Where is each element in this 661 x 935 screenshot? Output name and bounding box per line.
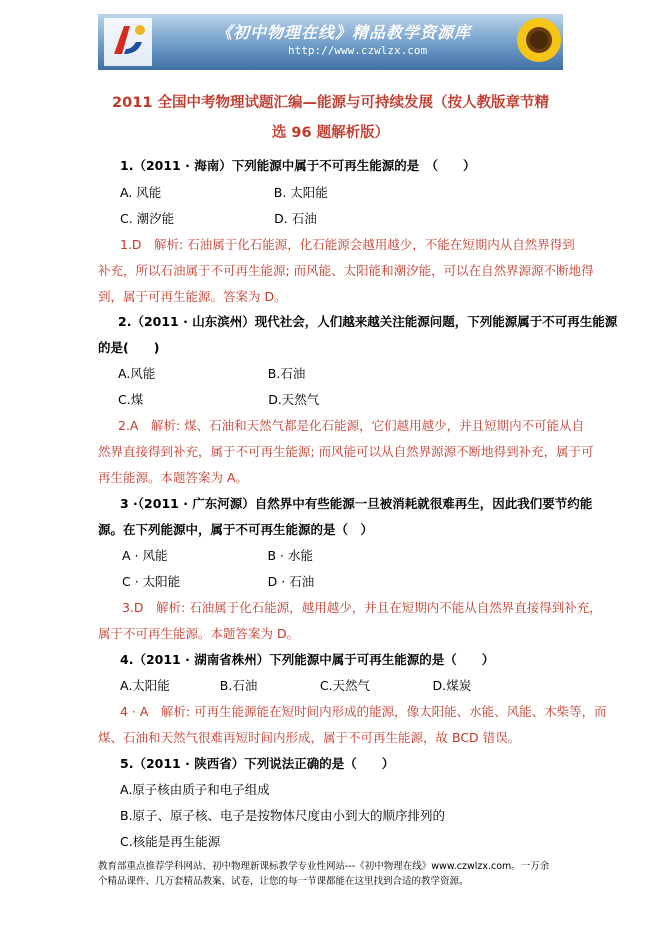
q4-answer: 4 · A 解析: 可再生能源能在短时间内形成的能源，像太阳能、水能、风能、木柴等，而: [120, 704, 607, 719]
banner-url: http://www.czwlzx.com: [288, 44, 428, 57]
q3-answer: 3.D 解析: 石油属于化石能源，越用越少，并且在短期内不能从自然界直接得到补充，: [122, 600, 602, 615]
footer-line-2: 个精品课件、几万套精品教案、试卷，让您的每一节课都能在这里找到合适的教学资源。: [98, 876, 469, 887]
q5-option-c: C.核能是再生能源: [120, 834, 221, 849]
q3-options-ab: A · 风能 B · 水能: [122, 548, 313, 563]
q3-options-cd: C · 太阳能 D · 石油: [122, 574, 315, 589]
question-2-cont: 的是( ): [98, 340, 160, 355]
q4-options: A.太阳能 B.石油 C.天然气 D.煤炭: [120, 678, 472, 693]
question-3-cont: 源。在下列能源中，属于不可再生能源的是（ ）: [98, 522, 374, 537]
q2-options-cd: C.煤 D.天然气: [118, 392, 320, 407]
question-1: 1.（2011 · 海南）下列能源中属于不可再生能源的是 （ ）: [120, 158, 476, 173]
q1-answer-cont-2: 到，属于可再生能源。答案为 D。: [98, 289, 287, 304]
question-2: 2.（2011 · 山东滨州）现代社会，人们越来越关注能源问题，下列能源属于不可再生能源: [118, 314, 618, 329]
question-4: 4.（2011 · 湖南省株州）下列能源中属于可再生能源的是（ ）: [120, 652, 495, 667]
q2-answer-cont-1: 然界直接得到补充，属于不可再生能源; 而风能可以从自然界源源不断地得到补充，属于可: [98, 444, 594, 459]
question-3: 3 ·（2011 · 广东河源）自然界中有些能源一旦被消耗就很难再生，因此我们要节约能: [120, 496, 593, 511]
question-5: 5.（2011 · 陕西省）下列说法正确的是（ ）: [120, 756, 395, 771]
q1-answer: 1.D 解析: 石油属于化石能源，化石能源会越用越少，不能在短期内从自然界得到: [120, 237, 575, 252]
q1-answer-cont-1: 补充，所以石油属于不可再生能源; 而风能、太阳能和潮汐能，可以在自然界源源不断地得: [98, 263, 594, 278]
q2-answer: 2.A 解析: 煤、石油和天然气都是化石能源，它们越用越少，并且短期内不可能从自: [118, 418, 585, 433]
document-title-line-1: 2011 全国中考物理试题汇编—能源与可持续发展（按人教版章节精: [112, 95, 549, 111]
footer-line-1: 教育部重点推荐学科网站、初中物理新课标教学专业性网站---《初中物理在线》www.czwlzx.com。一万余: [98, 861, 550, 872]
q4-answer-cont: 煤、石油和天然气很难再短时间内形成，属于不可再生能源，故 BCD 错误。: [98, 730, 521, 745]
q5-option-b: B.原子、原子核、电子是按物体尺度由小到大的顺序排列的: [120, 808, 446, 823]
site-logo-icon: [104, 18, 152, 66]
header-banner: [98, 14, 563, 70]
q3-answer-cont: 属于不可再生能源。本题答案为 D。: [98, 626, 300, 641]
q1-options-cd: C. 潮汐能 D. 石油: [120, 211, 317, 226]
sunflower-icon: [499, 14, 563, 70]
document-title-line-2: 选 96 题解析版）: [271, 125, 390, 141]
banner-brand-text: 《初中物理在线》精品教学资源库: [216, 23, 472, 42]
q1-options-ab: A. 风能 B. 太阳能: [120, 185, 328, 200]
q5-option-a: A.原子核由质子和电子组成: [120, 782, 270, 797]
q2-answer-cont-2: 再生能源。本题答案为 A。: [98, 470, 249, 485]
q2-options-ab: A.风能 B.石油: [118, 366, 306, 381]
